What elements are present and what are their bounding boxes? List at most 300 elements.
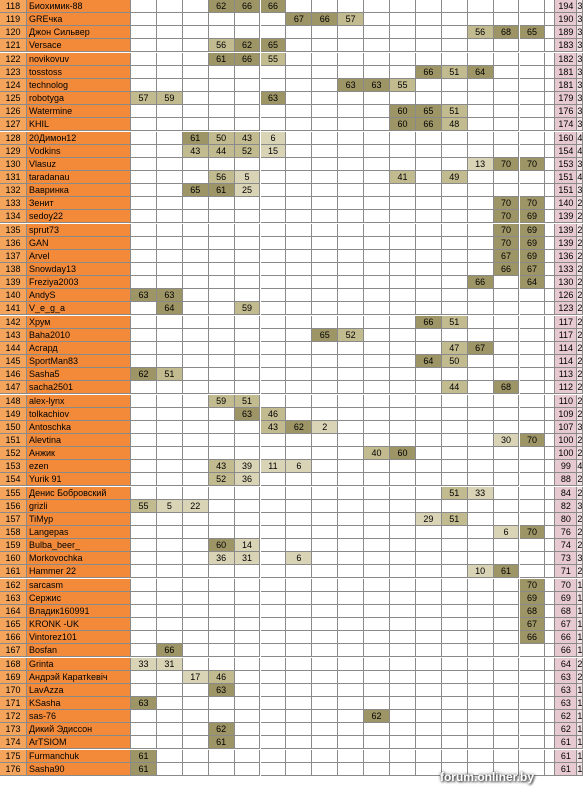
score-cell [390,763,416,776]
score-cell [338,579,364,592]
rank-cell: 127 [0,118,27,131]
score-cell [442,237,468,250]
score-cell [520,736,546,749]
score-cell [261,473,287,486]
score-cell [390,355,416,368]
score-cell [261,302,287,315]
rank-cell: 174 [0,736,27,749]
score-cell [286,513,312,526]
score-cell: 64 [520,276,546,289]
score-cell [131,237,157,250]
player-name-cell: V_e_g_a [27,302,131,315]
score-cell [364,658,390,671]
player-name-cell: Денис Бобровский [27,487,131,500]
score-cell [364,197,390,210]
score-cell [442,184,468,197]
score-cell: 70 [520,526,546,539]
player-name-cell: Vlasuz [27,158,131,171]
score-cell [235,579,261,592]
score-cell [183,618,209,631]
score-cell [261,197,287,210]
score-cell [364,132,390,145]
score-cell [364,329,390,342]
score-cell: 65 [183,184,209,197]
score-cell [235,644,261,657]
table-row [0,0,583,13]
score-cell [338,197,364,210]
table-row [0,460,583,473]
score-cell: 70 [494,210,520,223]
score-cell [312,66,338,79]
total-cell: 114 [555,342,577,355]
score-cell [494,631,520,644]
score-cell [235,250,261,263]
score-cell [131,408,157,421]
count-cell: 2 [577,329,583,340]
score-cell [390,395,416,408]
total-cell: 190 [555,13,577,26]
score-cell: 66 [416,316,442,329]
rank-cell: 175 [0,750,27,763]
spacer-cell [545,13,555,26]
spacer-cell [545,408,555,421]
score-cell [286,381,312,394]
table-row [0,487,583,500]
score-cell [183,592,209,605]
score-cell [261,526,287,539]
score-cell [286,197,312,210]
score-cell [338,763,364,776]
score-cell [261,723,287,736]
score-cell: 57 [338,13,364,26]
table-row [0,184,583,197]
score-cell [312,224,338,237]
score-cell [209,763,235,776]
spacer-cell [545,118,555,131]
count-cell: 2 [577,369,583,380]
score-cell [416,329,442,342]
count-cell: 2 [577,290,583,301]
score-cell [157,618,183,631]
score-cell [494,513,520,526]
total-cell: 63 [555,684,577,697]
score-cell [209,263,235,276]
table-row [0,605,583,618]
score-cell [468,132,494,145]
total-cell: 66 [555,644,577,657]
score-cell [338,684,364,697]
spacer-cell [545,184,555,197]
score-cell [364,184,390,197]
score-cell [235,237,261,250]
score-cell: 56 [468,26,494,39]
score-cell [235,263,261,276]
score-cell [312,658,338,671]
score-cell [157,276,183,289]
score-cell: 6 [494,526,520,539]
score-cell [131,26,157,39]
score-cell [157,118,183,131]
score-cell: 65 [312,329,338,342]
spacer-cell [545,710,555,723]
score-cell [520,39,546,52]
spacer-cell [545,66,555,79]
score-cell [390,13,416,26]
score-cell [312,263,338,276]
total-cell: 84 [555,487,577,500]
count-cell: 2 [577,513,583,524]
score-cell [494,473,520,486]
score-cell [442,368,468,381]
score-cell [338,210,364,223]
score-cell [338,316,364,329]
player-name-cell: Versace [27,39,131,52]
score-cell [261,66,287,79]
score-cell: 65 [261,39,287,52]
score-cell [312,302,338,315]
score-cell [416,763,442,776]
score-cell [261,565,287,578]
player-name-cell: Arvel [27,250,131,263]
score-cell [468,118,494,131]
score-cell [312,53,338,66]
player-name-cell: robotyga [27,92,131,105]
spacer-cell [545,513,555,526]
score-cell [286,210,312,223]
score-cell: 48 [442,118,468,131]
score-cell [157,237,183,250]
count-cell: 1 [577,579,583,590]
score-cell [520,0,546,13]
score-cell [364,316,390,329]
score-cell [286,276,312,289]
spacer-cell [545,526,555,539]
score-cell [209,79,235,92]
score-cell [286,579,312,592]
spacer-cell [545,355,555,368]
spacer-cell [545,539,555,552]
score-cell [183,605,209,618]
score-cell [338,513,364,526]
score-cell [209,605,235,618]
score-cell [364,237,390,250]
score-cell [209,118,235,131]
score-cell [416,0,442,13]
score-cell [157,0,183,13]
table-row [0,105,583,118]
score-cell [520,184,546,197]
score-cell [183,460,209,473]
rank-cell: 140 [0,289,27,302]
score-cell [157,66,183,79]
score-cell [442,79,468,92]
score-cell [261,368,287,381]
score-cell: 66 [261,0,287,13]
score-cell [468,552,494,565]
score-cell [416,158,442,171]
score-cell [494,539,520,552]
score-cell [364,39,390,52]
score-cell [209,526,235,539]
score-cell [390,184,416,197]
score-cell [157,329,183,342]
score-cell: 55 [131,500,157,513]
score-cell [390,197,416,210]
score-cell [261,158,287,171]
score-cell [416,644,442,657]
score-cell [312,210,338,223]
score-cell [286,289,312,302]
score-cell [261,552,287,565]
score-cell: 61 [131,750,157,763]
table-row [0,158,583,171]
score-cell: 51 [442,487,468,500]
score-cell [442,434,468,447]
score-cell [286,118,312,131]
spacer-cell [545,605,555,618]
score-cell [157,710,183,723]
score-cell [183,53,209,66]
score-cell [468,395,494,408]
score-cell [131,579,157,592]
player-name-cell: Baha2010 [27,329,131,342]
score-cell [442,684,468,697]
score-cell [157,158,183,171]
score-cell [416,79,442,92]
score-cell [286,710,312,723]
count-cell: 1 [577,592,583,603]
score-cell [261,487,287,500]
total-cell: 74 [555,539,577,552]
score-cell [468,13,494,26]
score-cell [157,263,183,276]
score-cell [416,289,442,302]
score-cell [286,237,312,250]
score-cell: 33 [131,658,157,671]
score-cell [312,355,338,368]
score-cell [261,395,287,408]
score-cell [209,697,235,710]
count-cell: 2 [577,224,583,235]
score-cell: 46 [209,671,235,684]
score-cell [131,671,157,684]
score-cell [390,302,416,315]
score-cell [157,197,183,210]
score-cell [390,644,416,657]
score-cell [261,592,287,605]
score-cell [312,105,338,118]
table-row [0,395,583,408]
score-cell [442,552,468,565]
score-cell [209,565,235,578]
total-cell: 176 [555,105,577,118]
score-cell [468,710,494,723]
player-name-cell: GAN [27,237,131,250]
score-cell [286,605,312,618]
score-cell [261,447,287,460]
score-cell [468,526,494,539]
rank-cell: 161 [0,565,27,578]
spacer-cell [545,329,555,342]
score-cell [131,473,157,486]
score-cell [131,736,157,749]
score-cell [235,26,261,39]
total-cell: 62 [555,723,577,736]
score-cell [209,289,235,302]
score-cell [131,79,157,92]
player-name-cell: Джон Сильвер [27,26,131,39]
score-cell [209,447,235,460]
score-cell [261,539,287,552]
score-cell [183,579,209,592]
score-cell [312,579,338,592]
score-cell [338,66,364,79]
score-cell [209,631,235,644]
score-cell [520,132,546,145]
score-cell [416,342,442,355]
spacer-cell [545,316,555,329]
score-cell [468,250,494,263]
score-cell [235,342,261,355]
score-cell: 66 [494,263,520,276]
spacer-cell [545,579,555,592]
score-cell [338,118,364,131]
score-cell: 51 [442,316,468,329]
score-cell [312,710,338,723]
spacer-cell [545,500,555,513]
score-cell [235,224,261,237]
score-cell [442,224,468,237]
score-cell [494,66,520,79]
score-cell [183,263,209,276]
score-cell [157,697,183,710]
score-cell [442,658,468,671]
table-row [0,302,583,315]
total-cell: 99 [555,460,577,473]
count-cell: 1 [577,619,583,630]
rank-cell: 129 [0,145,27,158]
score-cell [157,750,183,763]
score-cell [157,26,183,39]
score-cell: 43 [183,145,209,158]
score-cell: 66 [235,53,261,66]
score-cell [364,487,390,500]
rank-cell: 165 [0,618,27,631]
score-cell: 69 [520,210,546,223]
score-cell [520,750,546,763]
score-cell [261,618,287,631]
rank-cell: 136 [0,237,27,250]
score-cell [520,13,546,26]
score-cell: 63 [131,289,157,302]
score-cell: 70 [520,158,546,171]
score-cell [364,750,390,763]
spacer-cell [545,434,555,447]
score-cell [235,368,261,381]
table-row [0,684,583,697]
score-cell: 46 [261,408,287,421]
score-cell: 61 [209,736,235,749]
score-cell [131,158,157,171]
score-cell [364,473,390,486]
score-cell [338,644,364,657]
score-cell [338,671,364,684]
score-cell [416,39,442,52]
score-cell [468,473,494,486]
score-cell [131,197,157,210]
score-cell [416,592,442,605]
score-cell [416,197,442,210]
score-cell [520,395,546,408]
spacer-cell [545,552,555,565]
total-cell: 80 [555,513,577,526]
score-cell [364,526,390,539]
player-name-cell: Андрэй Каратkевіч [27,671,131,684]
score-cell [468,92,494,105]
rank-cell: 164 [0,605,27,618]
score-cell [416,145,442,158]
score-cell [261,224,287,237]
count-cell: 2 [577,264,583,274]
count-cell: 2 [577,474,583,485]
score-cell: 6 [286,460,312,473]
score-cell [183,473,209,486]
score-cell [235,289,261,302]
score-cell [468,460,494,473]
score-cell [442,710,468,723]
score-cell [286,644,312,657]
spacer-cell [545,736,555,749]
score-cell: 59 [209,395,235,408]
score-cell [131,13,157,26]
score-cell [286,132,312,145]
score-cell: 60 [390,118,416,131]
score-cell [131,105,157,118]
score-cell [390,434,416,447]
score-cell [157,316,183,329]
total-cell: 160 [555,132,577,145]
count-cell: 3 [577,27,583,38]
score-cell [131,644,157,657]
spacer-cell [545,342,555,355]
score-cell [390,92,416,105]
score-cell [390,0,416,13]
score-cell [235,605,261,618]
score-cell [468,302,494,315]
score-cell [416,171,442,184]
score-cell [312,671,338,684]
score-cell [468,0,494,13]
score-cell [312,158,338,171]
score-cell: 17 [183,671,209,684]
total-cell: 117 [555,316,577,329]
score-cell [131,513,157,526]
rank-cell: 167 [0,644,27,657]
score-cell [494,736,520,749]
player-name-cell: sarcasm [27,579,131,592]
spacer-cell [545,302,555,315]
score-cell [494,132,520,145]
player-name-cell: Vintorez101 [27,631,131,644]
score-cell [520,539,546,552]
count-cell: 2 [577,448,583,459]
score-cell [468,644,494,657]
table-row [0,237,583,250]
score-cell [261,171,287,184]
score-cell [468,605,494,618]
score-cell [235,736,261,749]
player-name-cell: Freziya2003 [27,276,131,289]
